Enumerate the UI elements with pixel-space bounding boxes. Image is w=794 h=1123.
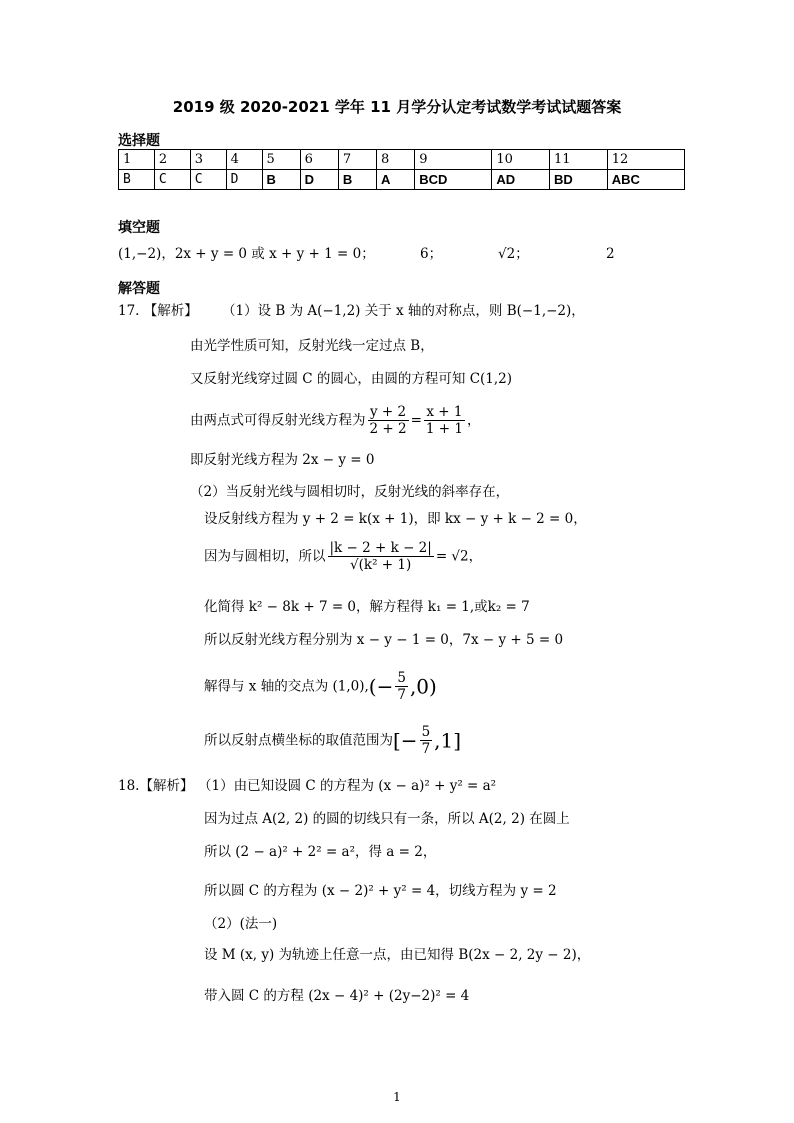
q17-line-4 <box>190 404 480 437</box>
q18-line-2: 因为过点 A(2, 2) 的圆的切线只有一条，所以 A(2, 2) 在圆上 <box>204 811 570 827</box>
table-cell-answer: BD <box>550 170 608 190</box>
q17-fraction-3 <box>328 540 434 573</box>
q17-line-3: 又反射光线穿过圆 C 的圆心，由圆的方程可知 C(1,2) <box>190 371 513 387</box>
table-cell-question-number: 1 <box>119 150 155 170</box>
q17-line-12-text: 所以反射点横坐标的取值范围为 <box>204 732 393 749</box>
q17-line-5: 即反射光线方程为 2x − y = 0 <box>190 452 375 468</box>
q17-fraction-1-numerator: y + 2 <box>368 404 409 421</box>
q17-fraction-5-denominator: 7 <box>421 741 431 757</box>
table-cell-answer: C <box>190 170 226 190</box>
q17-line-12 <box>204 724 461 757</box>
table-cell-answer: D <box>300 170 338 190</box>
q18-line-1: （1）由已知设圆 C 的方程为 (x − a)² + y² = a² <box>198 778 497 794</box>
q17-line-11-open: (− <box>368 674 394 699</box>
q17-line-4-text: 由两点式可得反射光线方程为 <box>190 412 366 429</box>
page-number: 1 <box>393 1090 401 1104</box>
q18-line-3: 所以 (2 − a)² + 2² = a²，得 a = 2， <box>204 844 437 860</box>
q17-fraction-2 <box>424 404 465 437</box>
table-cell-question-number: 11 <box>550 150 608 170</box>
q17-fraction-1 <box>368 404 409 437</box>
page-title: 2019 级 2020-2021 学年 11 月学分认定考试数学考试试题答案 <box>172 98 622 116</box>
q17-line-11 <box>204 670 437 703</box>
q17-line-9: 化简得 k² − 8k + 7 = 0，解方程得 k₁ = 1,或k₂ = 7 <box>204 599 530 615</box>
q17-equals: = <box>410 412 422 429</box>
table-cell-answer: AD <box>492 170 550 190</box>
section-fill-heading: 填空题 <box>118 220 160 236</box>
q17-line-11-text: 解得与 x 轴的交点为 (1,0), <box>204 678 369 695</box>
q17-line-11-close: ,0) <box>409 674 437 699</box>
table-cell-answer: B <box>338 170 376 190</box>
table-cell-question-number: 4 <box>226 150 262 170</box>
table-row-answers <box>119 170 685 190</box>
fill-answer-3: √2； <box>498 246 529 262</box>
q17-line-8 <box>204 540 482 573</box>
q18-label: 18.【解析】 <box>118 778 194 794</box>
q17-line-7: 设反射线方程为 y + 2 = k(x + 1)，即 kx − y + k − 2 = 0， <box>204 511 587 527</box>
fill-answer-1: (1,−2)，2x + y = 0 或 x + y + 1 = 0； <box>118 246 375 262</box>
choice-answer-table <box>118 149 685 190</box>
table-cell-answer: A <box>377 170 415 190</box>
q17-fraction-4-denominator: 7 <box>397 687 406 703</box>
table-cell-question-number: 3 <box>190 150 226 170</box>
q17-fraction-5 <box>420 724 433 757</box>
q18-line-6: 设 M (x, y) 为轨迹上任意一点，由已知得 B(2x − 2, 2y − 2)， <box>204 947 591 963</box>
section-answer-heading: 解答题 <box>118 281 160 297</box>
fill-answer-2: 6； <box>420 246 443 262</box>
q17-line-4-end: ， <box>466 412 481 429</box>
q17-fraction-2-denominator: 1 + 1 <box>425 421 463 437</box>
q17-fraction-2-numerator: x + 1 <box>424 404 465 421</box>
q17-fraction-3-numerator: |k − 2 + k − 2| <box>329 540 432 556</box>
section-choice-heading: 选择题 <box>118 133 160 149</box>
q17-fraction-4-numerator: 5 <box>397 670 406 686</box>
q17-line-12-open: [− <box>393 728 418 753</box>
table-cell-question-number: 10 <box>492 150 550 170</box>
table-cell-question-number: 9 <box>415 150 492 170</box>
q18-line-7: 带入圆 C 的方程 (2x − 4)² + (2y−2)² = 4 <box>204 988 470 1004</box>
q18-line-4: 所以圆 C 的方程为 (x − 2)² + y² = 4，切线方程为 y = 2 <box>204 883 557 899</box>
fill-answer-4: 2 <box>606 246 615 262</box>
table-cell-question-number: 2 <box>154 150 190 170</box>
q17-line-8-end: = √2， <box>435 548 483 565</box>
q17-line-8-text: 因为与圆相切，所以 <box>204 548 326 565</box>
q17-line-2: 由光学性质可知，反射光线一定过点 B， <box>190 338 434 354</box>
q18-line-5: （2）(法一) <box>204 916 278 932</box>
table-cell-question-number: 12 <box>607 150 684 170</box>
table-cell-answer: D <box>226 170 262 190</box>
table-cell-question-number: 6 <box>300 150 338 170</box>
q17-fraction-4 <box>395 670 408 703</box>
q17-fraction-1-denominator: 2 + 2 <box>369 421 407 437</box>
table-cell-question-number: 5 <box>262 150 300 170</box>
q17-line-1: （1）设 B 为 A(−1,2) 关于 x 轴的对称点，则 B(−1,−2)， <box>222 303 585 319</box>
table-row-question-numbers <box>119 150 685 170</box>
table-cell-answer: BCD <box>415 170 492 190</box>
table-cell-answer: B <box>262 170 300 190</box>
q17-fraction-3-denominator: √(k² + 1) <box>350 557 412 573</box>
q17-line-10: 所以反射光线方程分别为 x − y − 1 = 0，7x − y + 5 = 0 <box>204 632 564 648</box>
q17-line-6: （2）当反射光线与圆相切时，反射光线的斜率存在， <box>190 484 510 500</box>
table-cell-answer: C <box>154 170 190 190</box>
table-cell-answer: ABC <box>607 170 684 190</box>
q17-line-12-close: ,1] <box>434 728 462 753</box>
q17-label: 17. 【解析】 <box>118 303 198 319</box>
table-cell-question-number: 7 <box>338 150 376 170</box>
q17-fraction-5-numerator: 5 <box>421 724 431 740</box>
table-cell-answer: B <box>119 170 155 190</box>
table-cell-question-number: 8 <box>377 150 415 170</box>
